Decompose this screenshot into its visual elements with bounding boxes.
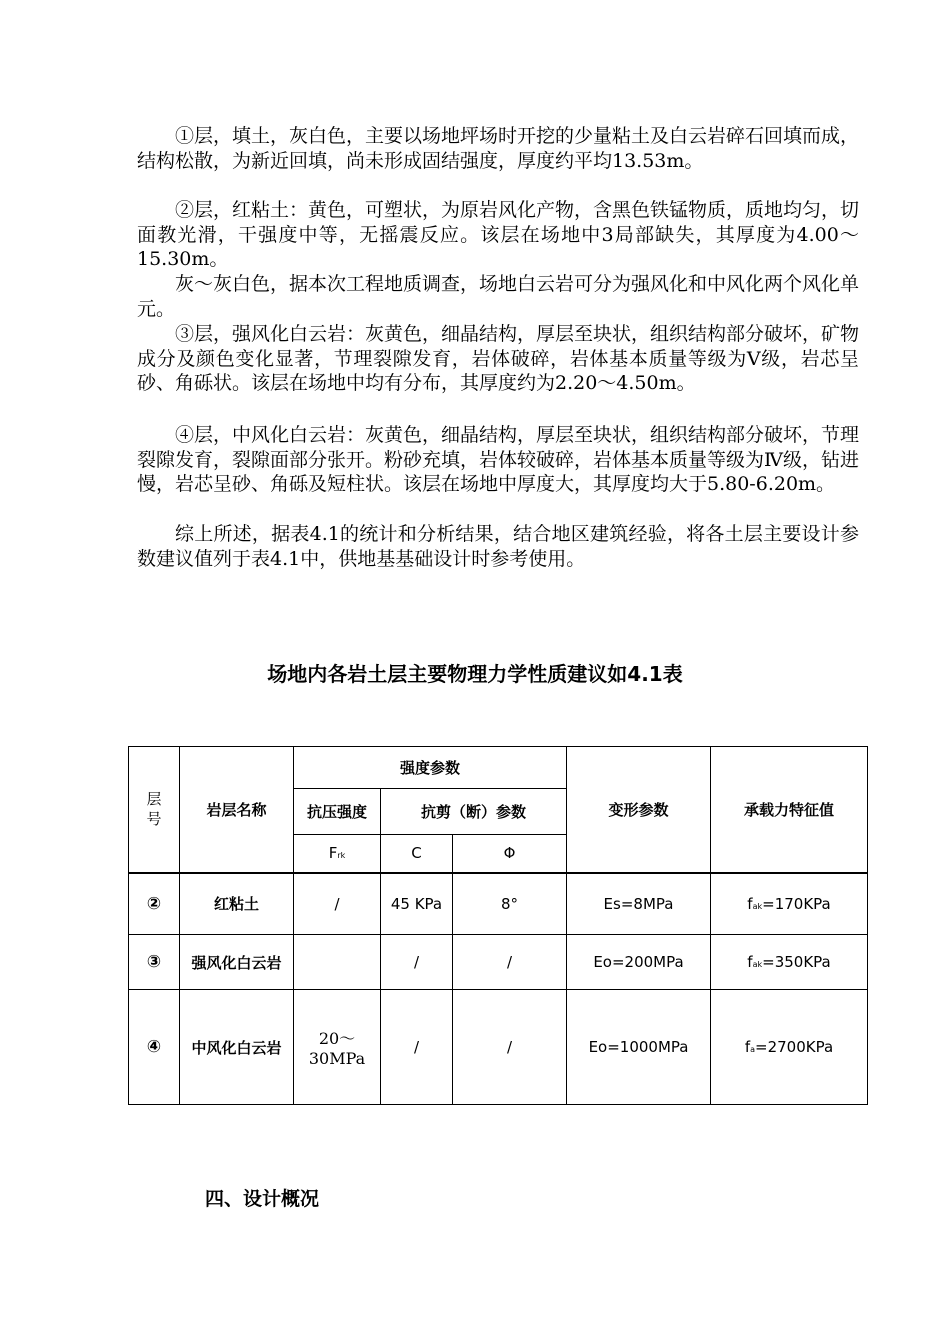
header-compressive: 抗压强度 <box>294 789 381 835</box>
row-bearing: fak=170KPa <box>711 873 868 935</box>
row-name: 强风化白云岩 <box>180 935 294 990</box>
paragraph-layer-3: ③层，强风化白云岩：灰黄色，细晶结构，厚层至块状，组织结构部分破坏，矿物成分及颜色变化显著，节理裂隙发育，岩体破碎，岩体基本质量等级为Ⅴ级，岩芯呈砂、角砾状。该层在场地中均有分布，其厚度约为2.20～4.50m。 <box>137 323 860 394</box>
row-compressive: / <box>294 873 381 935</box>
row-bearing: fak=350KPa <box>711 935 868 990</box>
paragraph-layer-2: ②层，红粘土：黄色，可塑状，为原岩风化产物，含黑色铁锰物质，质地均匀，切面教光滑，干强度中等，无摇震反应。该层在场地中3局部缺失，其厚度为4.00～15.30m。 <box>137 199 860 270</box>
row-phi: / <box>453 935 567 990</box>
header-bearing: 承载力特征值 <box>711 747 868 873</box>
row-c: 45 KPa <box>381 873 453 935</box>
row-deform: Eo=200MPa <box>567 935 711 990</box>
row-deform: Eo=1000MPa <box>567 990 711 1105</box>
row-no: ④ <box>129 990 180 1105</box>
properties-table <box>128 746 868 1105</box>
paragraph-conclusion: 综上所述，据表4.1的统计和分析结果，结合地区建筑经验，将各土层主要设计参数建议值列于表4.1中，供地基基础设计时参考使用。 <box>137 523 859 570</box>
paragraph-layer-1: ①层，填土，灰白色，主要以场地坪场时开挖的少量粘土及白云岩碎石回填而成，结构松散，为新近回填，尚未形成固结强度，厚度约平均13.53m。 <box>137 125 860 172</box>
table-title: 场地内各岩土层主要物理力学性质建议如4.1表 <box>267 662 683 686</box>
header-c: C <box>381 835 453 873</box>
row-name: 中风化白云岩 <box>180 990 294 1105</box>
row-bearing: fa=2700KPa <box>711 990 868 1105</box>
row-c: / <box>381 990 453 1105</box>
header-strength: 强度参数 <box>294 747 567 789</box>
header-layer-no: 层号 <box>129 747 180 873</box>
table-row <box>129 873 868 935</box>
header-shear: 抗剪（断）参数 <box>381 789 567 835</box>
row-deform: Es=8MPa <box>567 873 711 935</box>
row-compressive <box>294 935 381 990</box>
table-row <box>129 990 868 1105</box>
row-phi: / <box>453 990 567 1105</box>
row-no: ② <box>129 873 180 935</box>
header-frk: Frk <box>294 835 381 873</box>
row-no: ③ <box>129 935 180 990</box>
row-compressive: 20～30MPa <box>294 990 381 1105</box>
row-c: / <box>381 935 453 990</box>
row-name: 红粘土 <box>180 873 294 935</box>
header-deform: 变形参数 <box>567 747 711 873</box>
header-phi: Φ <box>453 835 567 873</box>
row-phi: 8° <box>453 873 567 935</box>
section-heading: 四、设计概况 <box>205 1188 320 1210</box>
paragraph-dolomite-summary: 灰～灰白色，据本次工程地质调查，场地白云岩可分为强风化和中风化两个风化单元。 <box>137 273 860 320</box>
table-row <box>129 935 868 990</box>
paragraph-layer-4: ④层，中风化白云岩：灰黄色，细晶结构，厚层至块状，组织结构部分破坏，节理裂隙发育，裂隙面部分张开。粉砂充填，岩体较破碎，岩体基本质量等级为Ⅳ级，钻进慢，岩芯呈砂、角砾及短柱状。该层在场地中厚度大，其厚度均大于5.80-6.20m。 <box>137 424 860 495</box>
header-name: 岩层名称 <box>180 747 294 873</box>
